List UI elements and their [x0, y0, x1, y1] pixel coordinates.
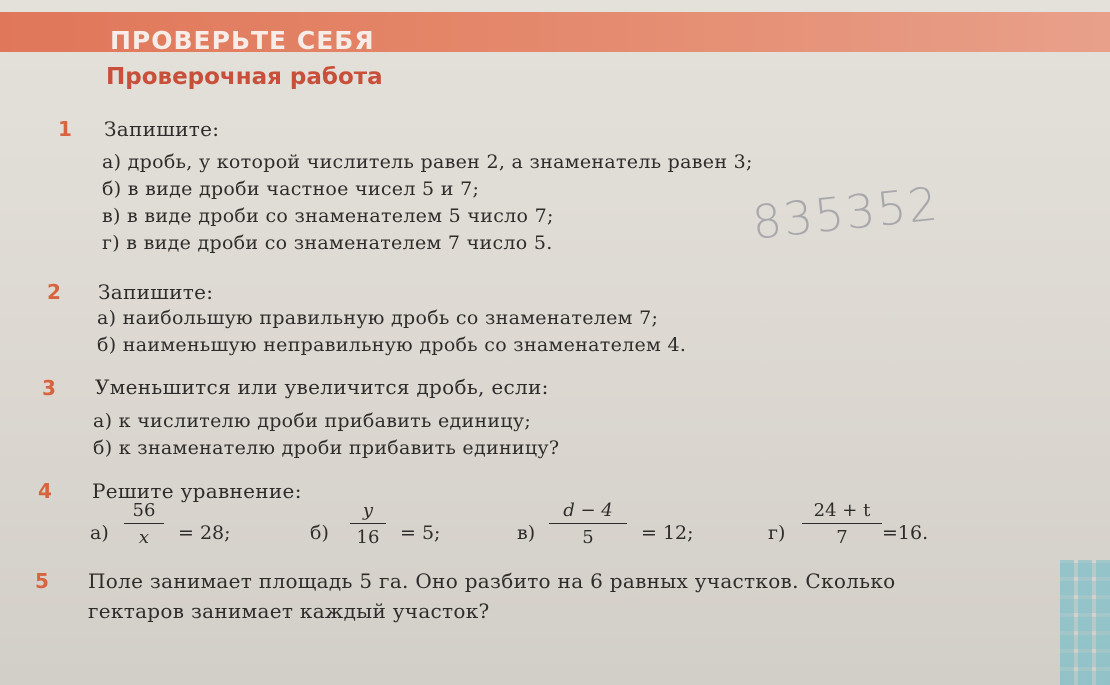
task-3-item-a: а) к числителю дроби прибавить единицу;	[93, 410, 532, 432]
equation-d-numerator: 24 + t	[813, 500, 871, 521]
equation-b-label: б)	[310, 522, 329, 544]
equation-b-numerator: y	[362, 500, 374, 521]
equation-c-fraction	[549, 500, 627, 548]
task-1-number: 1	[58, 117, 72, 141]
equation-d-label: г)	[768, 522, 786, 544]
equation-c-label: в)	[517, 522, 536, 544]
task-5-line-1: Поле занимает площадь 5 га. Оно разбито на 6 равных участков. Сколько	[88, 569, 896, 593]
task-1-item-a: а) дробь, у которой числитель равен 2, а знаменатель равен 3;	[102, 151, 753, 173]
equation-d	[768, 500, 968, 560]
equation-d-fraction	[802, 500, 882, 548]
task-3-number: 3	[42, 376, 56, 400]
banner-title: ПРОВЕРЬТЕ СЕБЯ	[110, 26, 375, 55]
task-3-item-b: б) к знаменателю дроби прибавить единицу?	[93, 437, 560, 459]
equation-a-rhs: = 28;	[178, 522, 231, 544]
equation-d-denominator: 7	[836, 527, 848, 548]
equation-b-fraction	[350, 500, 386, 548]
task-2-heading: Запишите:	[98, 280, 214, 304]
equation-a-fraction	[124, 500, 164, 548]
task-2-item-a: а) наибольшую правильную дробь со знаменателем 7;	[97, 307, 659, 329]
task-1-item-c: в) в виде дроби со знаменателем 5 число 7;	[102, 205, 554, 227]
fraction-bar	[549, 523, 627, 524]
task-4-number: 4	[38, 479, 52, 503]
equation-d-rhs: =16.	[882, 522, 929, 544]
equation-b-rhs: = 5;	[400, 522, 441, 544]
page-subtitle: Проверочная работа	[106, 64, 383, 90]
task-5-number: 5	[35, 569, 49, 593]
task-2-item-b: б) наименьшую неправильную дробь со знаменателем 4.	[97, 334, 687, 356]
fraction-bar	[802, 523, 882, 524]
equation-c-rhs: = 12;	[641, 522, 694, 544]
section-banner	[0, 12, 1110, 55]
equation-a-numerator: 56	[132, 500, 156, 521]
equation-a	[90, 500, 280, 560]
equation-c-numerator: d − 4	[563, 500, 613, 521]
equation-c-denominator: 5	[582, 527, 594, 548]
task-1-item-d: г) в виде дроби со знаменателем 7 число 5.	[102, 232, 553, 254]
equation-b-denominator: 16	[356, 527, 380, 548]
fraction-bar	[124, 523, 164, 524]
equation-a-denominator: x	[138, 527, 150, 548]
task-5-line-2: гектаров занимает каждый участок?	[88, 599, 490, 623]
equation-c	[517, 500, 737, 560]
task-2-number: 2	[47, 280, 61, 304]
decorative-tiles	[1060, 560, 1110, 685]
task-4-heading: Решите уравнение:	[92, 479, 302, 503]
fraction-bar	[350, 523, 386, 524]
task-3-heading: Уменьшится или увеличится дробь, если:	[95, 375, 549, 399]
task-1-heading: Запишите:	[104, 117, 220, 141]
equation-b	[310, 500, 480, 560]
handwritten-note: 835352	[749, 176, 942, 250]
equation-a-label: а)	[90, 522, 109, 544]
task-1-item-b: б) в виде дроби частное чисел 5 и 7;	[102, 178, 480, 200]
